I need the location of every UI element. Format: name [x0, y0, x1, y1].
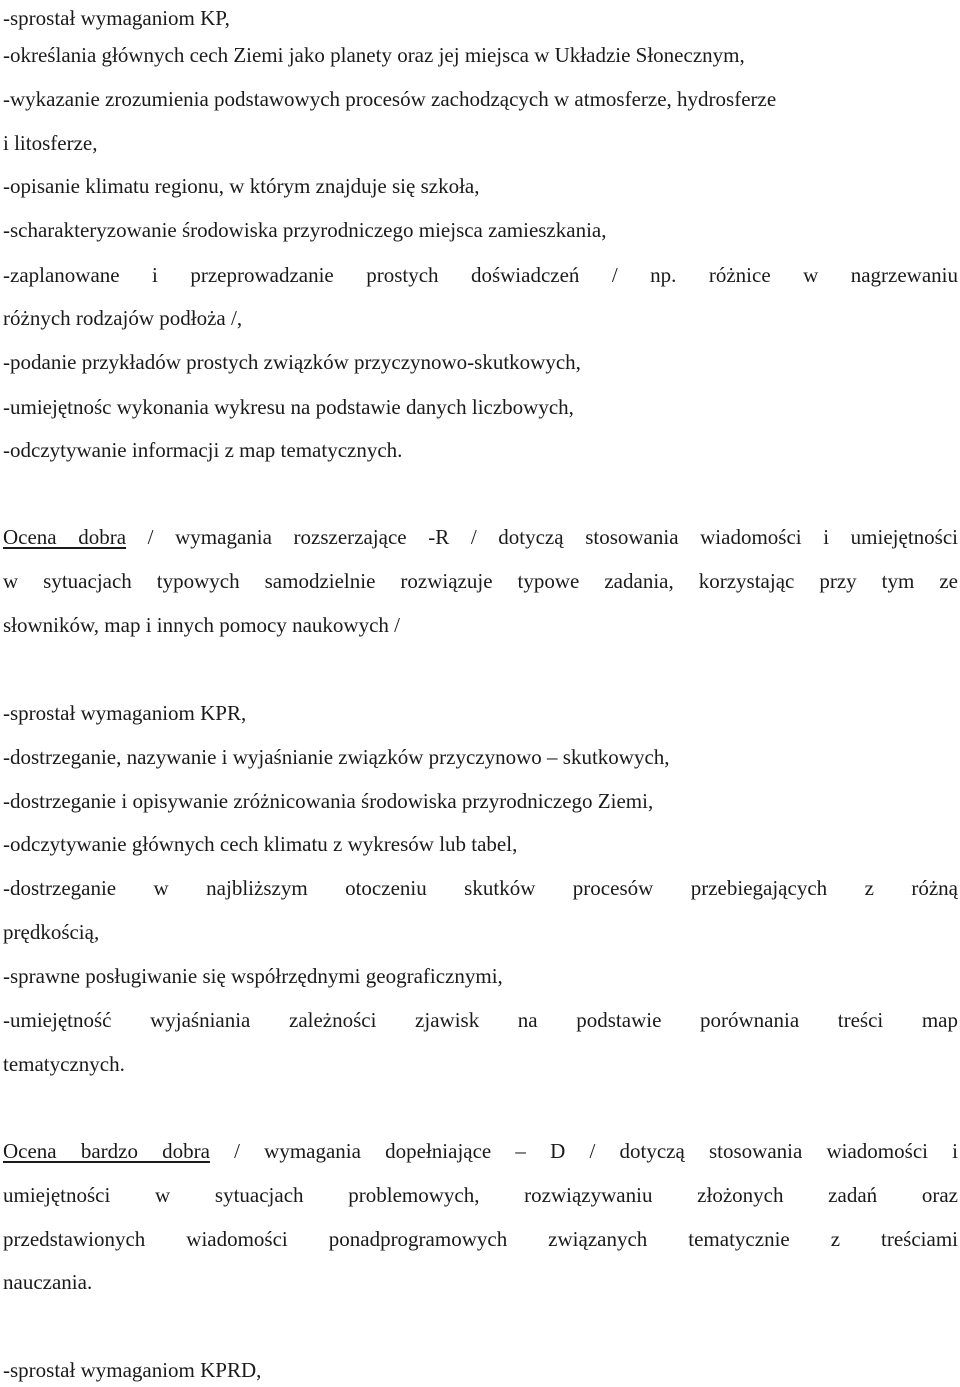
requirement-line: -zaplanowane i przeprowadzanie prostych doświadczeń / np. różnice w nagrzewaniu	[3, 263, 958, 287]
grade-heading-dobra: Ocena dobra	[3, 525, 127, 549]
requirement-line: -sprostał wymaganiom KP,	[3, 6, 230, 30]
grade-intro-line: przedstawionych wiadomości ponadprogramowych związanych tematycznie z treściami	[3, 1227, 958, 1251]
requirement-line: tematycznych.	[3, 1052, 125, 1076]
requirement-line: i litosferze,	[3, 131, 98, 155]
requirement-line: prędkością,	[3, 920, 100, 944]
requirement-line: -odczytywanie informacji z map tematycznych.	[3, 438, 403, 462]
requirement-line: -sprostał wymaganiom KPR,	[3, 701, 247, 725]
requirement-line: -umiejętnośc wykonania wykresu na podstawie danych liczbowych,	[3, 395, 574, 419]
grade-intro-line: nauczania.	[3, 1270, 93, 1294]
grade-intro-text: / wymagania dopełniające – D / dotyczą stosowania wiadomości i	[209, 1139, 958, 1163]
requirement-line: -odczytywanie głównych cech klimatu z wykresów lub tabel,	[3, 832, 518, 856]
requirement-line: -dostrzeganie, nazywanie i wyjaśnianie związków przyczynowo – skutkowych,	[3, 745, 670, 769]
grade-intro-line: słowników, map i innych pomocy naukowych /	[3, 613, 401, 637]
requirement-line: -dostrzeganie w najbliższym otoczeniu skutków procesów przebiegających z różną	[3, 876, 958, 900]
requirement-line: -opisanie klimatu regionu, w którym znajduje się szkoła,	[3, 174, 480, 198]
requirement-line: -sprawne posługiwanie się współrzędnymi geograficznymi,	[3, 964, 503, 988]
requirement-line: -dostrzeganie i opisywanie zróżnicowania środowiska przyrodniczego Ziemi,	[3, 789, 654, 813]
requirement-line: -scharakteryzowanie środowiska przyrodniczego miejsca zamieszkania,	[3, 218, 607, 242]
grade-intro-line: w sytuacjach typowych samodzielnie rozwiązuje typowe zadania, korzystając przy tym ze	[3, 569, 958, 593]
requirement-line: różnych rodzajów podłoża /,	[3, 306, 243, 330]
grade-heading-bardzo-dobra: Ocena bardzo dobra	[3, 1139, 210, 1163]
requirement-line: -wykazanie zrozumienia podstawowych procesów zachodzących w atmosferze, hydrosferze	[3, 87, 777, 111]
requirement-line: -sprostał wymaganiom KPRD,	[3, 1358, 262, 1382]
grade-intro-line	[3, 523, 958, 551]
grade-intro-line	[3, 1137, 958, 1165]
requirement-line: -określania głównych cech Ziemi jako planety oraz jej miejsca w Układzie Słonecznym,	[3, 43, 745, 67]
grade-intro-text: / wymagania rozszerzające -R / dotyczą stosowania wiadomości i umiejętności	[126, 525, 958, 549]
grade-intro-line: umiejętności w sytuacjach problemowych, rozwiązywaniu złożonych zadań oraz	[3, 1183, 958, 1207]
requirement-line: -umiejętność wyjaśniania zależności zjawisk na podstawie porównania treści map	[3, 1008, 958, 1032]
requirement-line: -podanie przykładów prostych związków przyczynowo-skutkowych,	[3, 350, 581, 374]
